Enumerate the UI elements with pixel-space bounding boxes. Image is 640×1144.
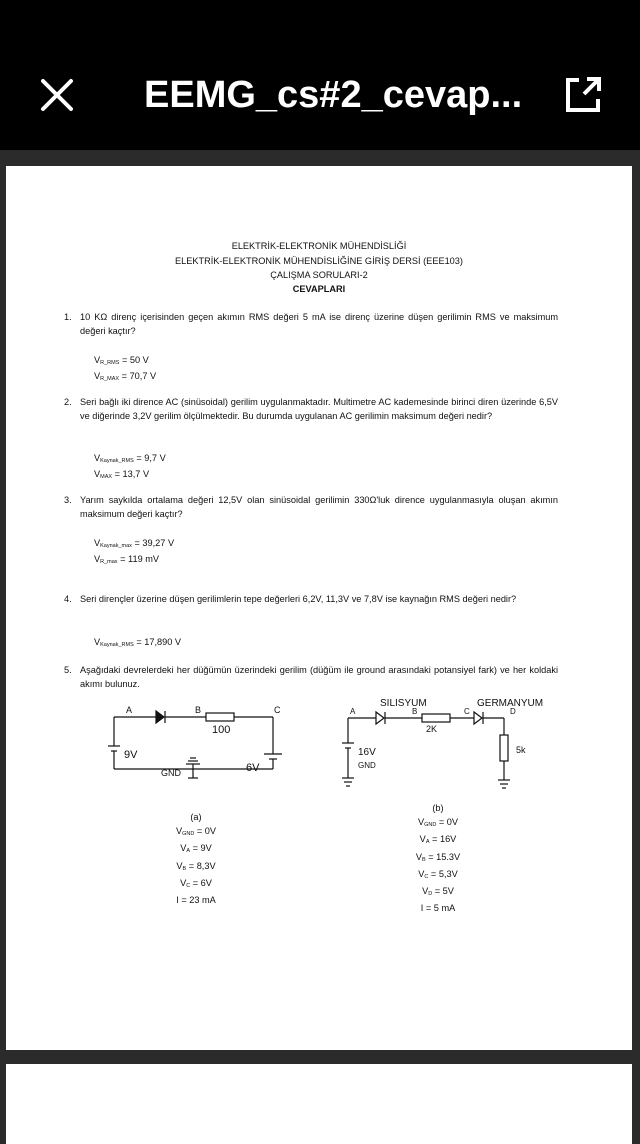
question-number: 4.	[64, 594, 72, 604]
answer-symbol: V	[94, 371, 101, 381]
result-symbol: V	[180, 877, 187, 888]
question-3	[64, 494, 558, 521]
result-value: = 8,3V	[186, 860, 216, 871]
result-symbol: V	[417, 817, 425, 828]
result-value: = 0V	[436, 817, 459, 828]
circuit-a-diagram	[106, 702, 306, 792]
results-a-label: (a)	[190, 812, 202, 822]
result-symbol: V	[175, 826, 183, 837]
answer-symbol: V	[94, 637, 101, 647]
gnd-label: GND	[161, 768, 181, 778]
result-value: = 0V	[194, 826, 217, 837]
results-b-label: (b)	[432, 803, 444, 813]
resistor-2-label: 5k	[516, 745, 526, 755]
result-value: = 5,3V	[428, 868, 458, 879]
question-2	[64, 396, 558, 423]
answer-value: = 70,7 V	[119, 371, 157, 381]
result-subscript: C	[424, 873, 429, 880]
open-external-icon[interactable]	[562, 74, 604, 116]
question-5	[64, 664, 558, 691]
header-line-2: ELEKTRİK-ELEKTRONİK MÜHENDİSLİĞİNE GİRİŞ DERSİ (EEE103)	[175, 256, 463, 266]
question-number: 2.	[64, 397, 72, 407]
close-icon[interactable]	[38, 76, 76, 114]
answer-subscript: Kaynak_RMS	[100, 642, 134, 648]
node-b-label: B	[195, 705, 202, 715]
result-symbol: V	[176, 860, 183, 871]
question-text: Seri bağlı iki dirence AC (sinüsoidal) gerilim uygulanmaktadır. Multimetre AC kademesinde birinci diren üzerinde 6,5V ve diğerinde 3,2V gerilim ölçülmektedir. Bu durumda uygulanan AC gerilimin maksimum değeri nedir?	[80, 397, 558, 421]
result-subscript: C	[186, 882, 191, 889]
result-subscript: B	[182, 865, 187, 872]
question-text: Seri dirençler üzerine düşen gerilimlerin tepe değerleri 6,2V, 11,3V ve 7,8V ise kaynağın RMS değeri nedir?	[80, 594, 517, 604]
result-value: = 9V	[190, 843, 212, 854]
results-a	[156, 810, 236, 907]
document-title: EEMG_cs#2_cevap...	[144, 74, 523, 116]
question-4	[64, 593, 558, 607]
node-a-label: A	[350, 707, 356, 716]
source-left-label: 9V	[124, 749, 138, 761]
top-bar	[0, 0, 640, 150]
answer-subscript: R_RMS	[100, 360, 120, 366]
result-symbol: V	[419, 834, 426, 845]
question-number: 1.	[64, 312, 72, 322]
germanyum-label: GERMANYUM	[477, 698, 544, 709]
result-subscript: GND	[424, 822, 437, 829]
answer-symbol: V	[94, 538, 101, 548]
source-label: 16V	[358, 747, 376, 758]
results-b	[398, 801, 478, 915]
question-text: 10 KΩ direnç içerisinden geçen akımın RMS değeri 5 mA ise direnç üzerine düşen gerilimin RMS ve maksimum değeri kaçtır?	[80, 312, 558, 336]
circuit-b-diagram	[336, 698, 566, 794]
answer-2	[94, 452, 166, 484]
answer-subscript: R_max	[100, 559, 118, 565]
result-value: = 5 mA	[423, 903, 456, 914]
answer-value: = 39,27 V	[131, 538, 175, 548]
answer-value: = 13,7 V	[112, 469, 150, 479]
answer-symbol: V	[94, 554, 101, 564]
answer-value: = 119 mV	[117, 554, 160, 564]
header-line-3: ÇALIŞMA SORULARI-2	[270, 270, 368, 280]
document-content	[6, 166, 632, 1050]
answer-subscript: MAX	[100, 474, 113, 480]
answer-value: = 17,890 V	[133, 637, 182, 647]
node-a-label: A	[126, 705, 133, 715]
answer-4	[94, 636, 181, 652]
answer-value: = 9,7 V	[133, 453, 166, 463]
result-symbol: V	[422, 886, 429, 897]
source-right-label: 6V	[246, 762, 260, 774]
result-value: = 15.3V	[425, 851, 461, 862]
resistor-1-label: 2K	[426, 724, 438, 734]
answer-symbol: V	[94, 453, 101, 463]
answer-3	[94, 537, 174, 569]
silisyum-label: SILISYUM	[380, 698, 427, 709]
result-symbol: I	[176, 895, 179, 906]
question-number: 3.	[64, 495, 72, 505]
result-subscript: A	[186, 848, 191, 855]
node-c-label: C	[464, 707, 470, 716]
result-value: = 6V	[190, 877, 212, 888]
answer-subscript: R_MAX	[100, 376, 120, 382]
gnd-label: GND	[358, 761, 376, 770]
result-symbol: V	[415, 851, 422, 862]
header-line-4: CEVAPLARI	[292, 284, 346, 294]
header-line-1: ELEKTRİK-ELEKTRONİK MÜHENDİSLİĞİ	[231, 241, 407, 251]
node-c-label: C	[274, 705, 281, 715]
answer-value: = 50 V	[119, 355, 149, 365]
result-value: = 16V	[429, 834, 457, 845]
document-page[interactable]	[6, 166, 632, 1050]
result-symbol: I	[420, 903, 424, 914]
result-value: = 23 mA	[178, 895, 216, 906]
result-subscript: B	[421, 856, 426, 863]
answer-subscript: Kaynak_max	[100, 543, 132, 549]
result-subscript: D	[428, 891, 433, 898]
next-document-page[interactable]	[6, 1064, 632, 1144]
result-subscript: A	[425, 839, 430, 846]
answer-symbol: V	[94, 355, 101, 365]
result-subscript: GND	[182, 831, 195, 838]
result-symbol: V	[180, 843, 187, 854]
resistor-label: 100	[212, 724, 231, 736]
question-number: 5.	[64, 665, 72, 675]
result-value: = 5V	[432, 886, 454, 897]
answer-subscript: Kaynak_RMS	[100, 458, 134, 464]
node-b-label: B	[412, 707, 418, 716]
answer-symbol: V	[94, 469, 101, 479]
result-symbol: V	[418, 868, 425, 879]
question-1	[64, 311, 558, 338]
question-text: Yarım saykılda ortalama değeri 12,5V olan sinüsoidal gerilimin 330Ω'luk dirence uygulanmasıyla oluşan akımın maksimum değeri kaçtır?	[80, 495, 558, 519]
question-text: Aşağıdaki devrelerdeki her düğümün üzerindeki gerilim (düğüm ile ground arasındaki potansiyel fark) ve her koldaki akımı bulunuz.	[80, 665, 558, 689]
node-d-label: D	[510, 707, 516, 716]
answer-1	[94, 354, 156, 386]
